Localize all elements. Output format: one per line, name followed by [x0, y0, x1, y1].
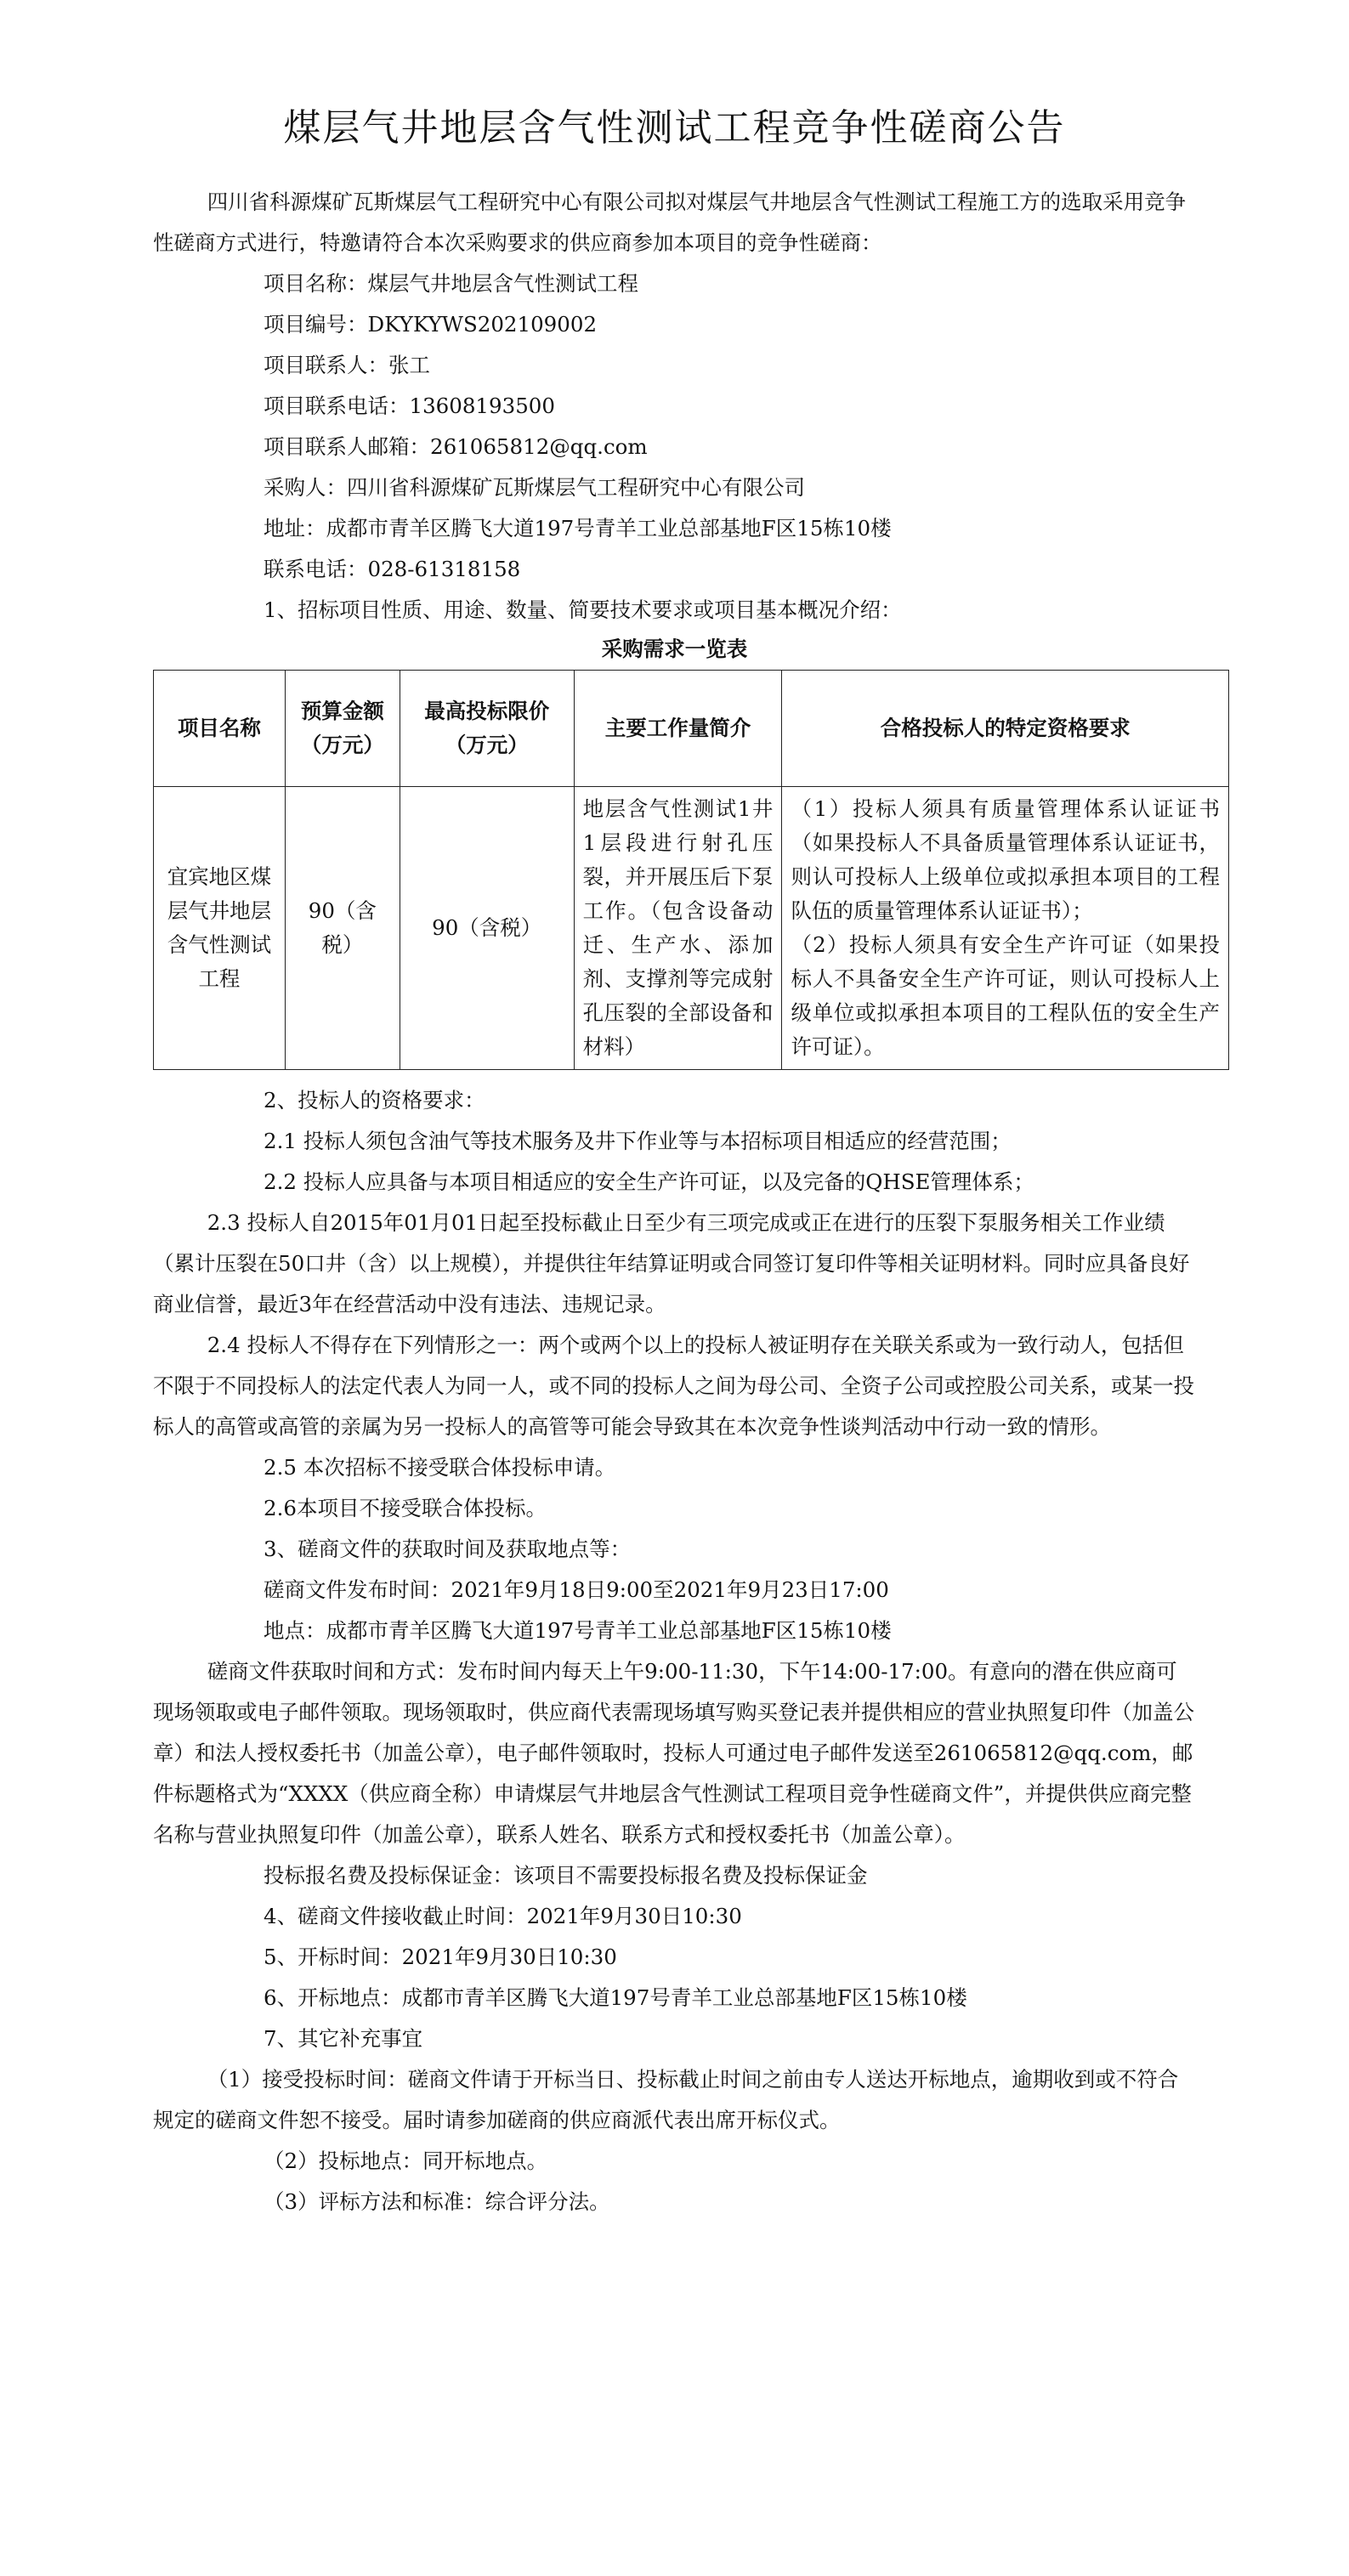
info-project-name: 项目名称：煤层气井地层含气性测试工程 [264, 271, 638, 296]
qualification-1: （1）投标人须具有质量管理体系认证证书（如果投标人不具备质量管理体系认证证书，则认可投标人上级单位或拟承担本项目的工程队伍的质量管理体系认证证书）； [791, 796, 1220, 923]
info-contact-person: 项目联系人：张工 [264, 353, 430, 377]
table-row [154, 787, 1229, 1070]
cell-qualification [782, 787, 1229, 1070]
requirement-2-4: 2.4 投标人不得存在下列情形之一：两个或两个以上的投标人被证明存在关联关系或为一致行动人，包括但不限于不同投标人的法定代表人为同一人，或不同的投标人之间为母公司、全资子公司或控股公司关系，或某一投标人的高管或高管的亲属为另一投标人的高管等可能会导致其在本次竞争性谈判活动中行动一致的情形。 [153, 1333, 1194, 1439]
section-7-3: （3）评标方法和标准：综合评分法。 [264, 2189, 610, 2214]
cell-work: 地层含气性测试1井1层段进行射孔压裂，并开展压后下泵工作。（包含设备动迁、生产水、添加剂、支撑剂等完成射孔压裂的全部设备和材料） [574, 787, 782, 1070]
section-6: 6、开标地点：成都市青羊区腾飞大道197号青羊工业总部基地F区15栋10楼 [264, 1985, 967, 2010]
table-caption: 采购需求一览表 [601, 637, 748, 661]
section-4: 4、磋商文件接收截止时间：2021年9月30日10:30 [264, 1904, 742, 1928]
section-3-fee: 投标报名费及投标保证金：该项目不需要投标报名费及投标保证金 [264, 1863, 868, 1888]
info-phone: 联系电话：028-61318158 [264, 557, 521, 581]
section-7-1: （1）接受投标时间：磋商文件请于开标当日、投标截止时间之前由专人送达开标地点，逾期收到或不符合规定的磋商文件恕不接受。届时请参加磋商的供应商派代表出席开标仪式。 [153, 2067, 1179, 2132]
cell-project-name: 宜宾地区煤层气井地层含气性测试工程 [154, 787, 286, 1070]
section-3-release-time: 磋商文件发布时间：2021年9月18日9:00至2021年9月23日17:00 [264, 1577, 889, 1602]
section-2-heading: 2、投标人的资格要求： [264, 1088, 485, 1112]
requirement-2-3: 2.3 投标人自2015年01月01日起至投标截止日至少有三项完成或正在进行的压裂下泵服务相关工作业绩（累计压裂在50口井（含）以上规模），并提供往年结算证明或合同签订复印件等相关证明材料。同时应具备良好商业信誉，最近3年在经营活动中没有违法、违规记录。 [153, 1210, 1190, 1316]
section-5: 5、开标时间：2021年9月30日10:30 [264, 1945, 617, 1969]
requirement-2-6: 2.6本项目不接受联合体投标。 [264, 1496, 547, 1520]
requirement-2-5: 2.5 本次招标不接受联合体投标申请。 [264, 1455, 616, 1480]
page-title: 煤层气井地层含气性测试工程竞争性磋商公告 [283, 106, 1066, 150]
col-work: 主要工作量简介 [574, 671, 782, 787]
section-3-place: 地点：成都市青羊区腾飞大道197号青羊工业总部基地F区15栋10楼 [264, 1618, 892, 1643]
col-project-name: 项目名称 [154, 671, 286, 787]
requirements-table [153, 670, 1229, 1070]
info-address: 地址：成都市青羊区腾飞大道197号青羊工业总部基地F区15栋10楼 [264, 516, 892, 541]
info-purchaser: 采购人：四川省科源煤矿瓦斯煤层气工程研究中心有限公司 [264, 475, 805, 500]
section-3-heading: 3、磋商文件的获取时间及获取地点等： [264, 1537, 632, 1561]
col-budget: 预算金额（万元） [285, 671, 400, 787]
cell-budget: 90（含税） [285, 787, 400, 1070]
section-7-heading: 7、其它补充事宜 [264, 2026, 423, 2051]
info-contact-email: 项目联系人邮箱：261065812@qq.com [264, 434, 648, 459]
info-project-number: 项目编号：DKYKYWS202109002 [264, 312, 598, 337]
intro-paragraph: 四川省科源煤矿瓦斯煤层气工程研究中心有限公司拟对煤层气井地层含气性测试工程施工方的选取采用竞争性磋商方式进行，特邀请符合本次采购要求的供应商参加本项目的竞争性磋商： [153, 190, 1187, 255]
col-limit: 最高投标限价（万元） [400, 671, 574, 787]
section-3-method: 磋商文件获取时间和方式：发布时间内每天上午9:00-11:30，下午14:00-17:00。有意向的潜在供应商可现场领取或电子邮件领取。现场领取时，供应商代表需现场填写购买登记表并提供相应的营业执照复印件（加盖公章）和法人授权委托书（加盖公章），电子邮件领取时，投标人可通过电子邮件发送至261065812@qq.com，邮件标题格式为“XXXX（供应商全称）申请煤层气井地层含气性测试工程项目竞争性磋商文件”，并提供供应商完整名称与营业执照复印件（加盖公章），联系人姓名、联系方式和授权委托书（加盖公章）。 [153, 1659, 1194, 1847]
section-7-2: （2）投标地点：同开标地点。 [264, 2149, 548, 2173]
requirement-2-2: 2.2 投标人应具备与本项目相适应的安全生产许可证，以及完备的QHSE管理体系； [264, 1169, 1034, 1194]
table-header-row [154, 671, 1229, 787]
requirement-2-1: 2.1 投标人须包含油气等技术服务及井下作业等与本招标项目相适应的经营范围； [264, 1129, 1012, 1153]
info-contact-phone: 项目联系电话：13608193500 [264, 393, 555, 418]
col-qualification: 合格投标人的特定资格要求 [782, 671, 1229, 787]
qualification-2: （2）投标人须具有安全生产许可证（如果投标人不具备安全生产许可证，则认可投标人上级单位或拟承担本项目的工程队伍的安全生产许可证）。 [791, 932, 1220, 1059]
cell-limit: 90（含税） [400, 787, 574, 1070]
section-1-heading: 1、招标项目性质、用途、数量、简要技术要求或项目基本概况介绍： [264, 597, 902, 622]
